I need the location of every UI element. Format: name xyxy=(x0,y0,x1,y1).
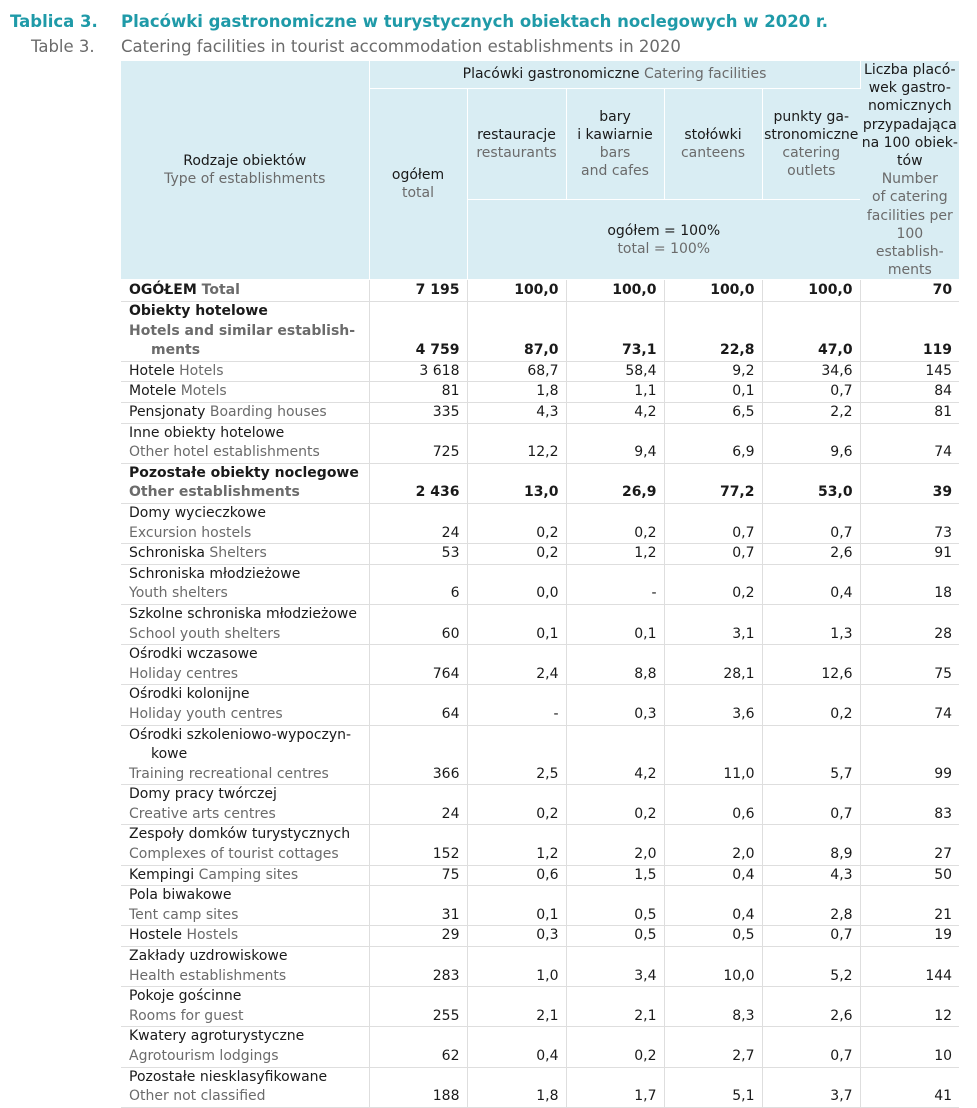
table-cell: 0,7 xyxy=(762,926,860,947)
table-cell: 1,3 xyxy=(762,604,860,644)
table-cell: 12,2 xyxy=(467,423,566,463)
table-cell: 73,1 xyxy=(566,302,664,362)
table-cell: 0,0 xyxy=(467,564,566,604)
table-row xyxy=(121,1027,959,1067)
table-row xyxy=(121,785,959,825)
table-row xyxy=(121,544,959,565)
table-cell: 2,0 xyxy=(664,825,762,865)
table-cell: 3,4 xyxy=(566,947,664,987)
table-cell: 5,2 xyxy=(762,947,860,987)
row-label: Schroniska Shelters xyxy=(121,544,369,565)
table-cell: 87,0 xyxy=(467,302,566,362)
table-cell: 2,2 xyxy=(762,403,860,424)
row-label: Domy pracy twórczej Creative arts centres xyxy=(121,785,369,825)
table-row xyxy=(121,1067,959,1107)
table-cell: 2,6 xyxy=(762,544,860,565)
table-cell: 47,0 xyxy=(762,302,860,362)
table-cell: 18 xyxy=(860,564,959,604)
row-label: Kempingi Camping sites xyxy=(121,865,369,886)
table-cell: 2,8 xyxy=(762,886,860,926)
row-label: Szkolne schroniska młodzieżowe School youth shelters xyxy=(121,604,369,644)
table-cell: 31 xyxy=(369,886,467,926)
table-cell: 26,9 xyxy=(566,463,664,503)
table-cell: 29 xyxy=(369,926,467,947)
table-cell: 21 xyxy=(860,886,959,926)
table-cell: 27 xyxy=(860,825,959,865)
row-label: Ośrodki wczasowe Holiday centres xyxy=(121,645,369,685)
table-cell: 764 xyxy=(369,645,467,685)
table-cell: 28 xyxy=(860,604,959,644)
table-cell: 6 xyxy=(369,564,467,604)
table-cell: 6,5 xyxy=(664,403,762,424)
table-cell: 1,7 xyxy=(566,1067,664,1107)
table-cell: 1,0 xyxy=(467,947,566,987)
table-title-en: Catering facilities in tourist accommodation establishments in 2020 xyxy=(121,37,681,56)
row-label: Zakłady uzdrowiskowe Health establishments xyxy=(121,947,369,987)
table-cell: 70 xyxy=(860,280,959,302)
table-row xyxy=(121,645,959,685)
table-row xyxy=(121,423,959,463)
table-cell: 4,3 xyxy=(467,403,566,424)
header-total: ogółem total xyxy=(369,88,467,280)
table-body xyxy=(121,280,959,1107)
table-cell: 5,1 xyxy=(664,1067,762,1107)
table-cell: 2 436 xyxy=(369,463,467,503)
table-cell: 0,7 xyxy=(762,382,860,403)
header-catering-facilities: Placówki gastronomiczne Catering facilities xyxy=(369,61,860,88)
table-cell: 100,0 xyxy=(566,280,664,302)
table-cell: 9,4 xyxy=(566,423,664,463)
table-cell: 4,2 xyxy=(566,403,664,424)
header-restaurants: restauracje restaurants xyxy=(467,88,566,200)
table-cell: 0,7 xyxy=(762,1027,860,1067)
table-cell: 83 xyxy=(860,785,959,825)
table-cell: 100,0 xyxy=(467,280,566,302)
table-cell: 0,1 xyxy=(467,886,566,926)
row-label: Ośrodki szkoleniowo-wypoczyn- kowe Training recreational centres xyxy=(121,725,369,785)
table-cell: 255 xyxy=(369,987,467,1027)
table-cell: 41 xyxy=(860,1067,959,1107)
table-cell: 1,1 xyxy=(566,382,664,403)
header-establishment-type: Rodzaje obiektów Type of establishments xyxy=(121,61,369,280)
table-cell: 81 xyxy=(860,403,959,424)
table-row xyxy=(121,361,959,382)
table-cell: 84 xyxy=(860,382,959,403)
row-label: Schroniska młodzieżowe Youth shelters xyxy=(121,564,369,604)
table-cell: 13,0 xyxy=(467,463,566,503)
table-cell: 1,8 xyxy=(467,382,566,403)
table-cell: 0,2 xyxy=(762,685,860,725)
table-cell: 152 xyxy=(369,825,467,865)
table-row xyxy=(121,886,959,926)
table-cell: 3,1 xyxy=(664,604,762,644)
table-cell: 62 xyxy=(369,1027,467,1067)
table-row xyxy=(121,503,959,543)
header-canteens: stołówki canteens xyxy=(664,88,762,200)
table-cell: 68,7 xyxy=(467,361,566,382)
table-cell: 0,2 xyxy=(467,544,566,565)
table-number-en: Table 3. xyxy=(31,37,95,56)
table-cell: 0,4 xyxy=(664,886,762,926)
row-label: Pozostałe niesklasyfikowane Other not classified xyxy=(121,1067,369,1107)
table-cell: 0,2 xyxy=(664,564,762,604)
table-cell: 1,8 xyxy=(467,1067,566,1107)
table-cell: 81 xyxy=(369,382,467,403)
table-cell: 74 xyxy=(860,423,959,463)
row-label: Pola biwakowe Tent camp sites xyxy=(121,886,369,926)
table-cell: 5,7 xyxy=(762,725,860,785)
table-cell: 73 xyxy=(860,503,959,543)
table-cell: 0,1 xyxy=(566,604,664,644)
table-cell: 1,5 xyxy=(566,865,664,886)
table-cell: 366 xyxy=(369,725,467,785)
row-label: Pokoje gościnne Rooms for guest xyxy=(121,987,369,1027)
table-cell: 10,0 xyxy=(664,947,762,987)
table-cell: 91 xyxy=(860,544,959,565)
row-label: Hotele Hotels xyxy=(121,361,369,382)
table-cell: 53,0 xyxy=(762,463,860,503)
table-cell: 8,3 xyxy=(664,987,762,1027)
row-label: Inne obiekty hotelowe Other hotel establishments xyxy=(121,423,369,463)
table-row xyxy=(121,685,959,725)
table-cell: 19 xyxy=(860,926,959,947)
table-cell: 119 xyxy=(860,302,959,362)
header-per-100: Liczba placó- wek gastro- nomicznych przypadająca na 100 obiek- tów Number of catering facilities per 100 establish- ments xyxy=(861,62,958,279)
row-label: Pozostałe obiekty noclegowe Other establishments xyxy=(121,463,369,503)
table-cell: 60 xyxy=(369,604,467,644)
table-cell: 34,6 xyxy=(762,361,860,382)
table-cell: 1,2 xyxy=(467,825,566,865)
table-cell: 100,0 xyxy=(762,280,860,302)
table-cell: 53 xyxy=(369,544,467,565)
table-row xyxy=(121,564,959,604)
table-row xyxy=(121,987,959,1027)
table-cell: 4,3 xyxy=(762,865,860,886)
table-cell: 0,7 xyxy=(762,503,860,543)
header-percent-total: ogółem = 100% total = 100% xyxy=(467,200,860,280)
table-cell: 0,2 xyxy=(566,503,664,543)
table-cell: 2,6 xyxy=(762,987,860,1027)
table-cell: 0,6 xyxy=(467,865,566,886)
table-cell: 0,7 xyxy=(664,503,762,543)
table-cell: 2,5 xyxy=(467,725,566,785)
row-label: Obiekty hotelowe Hotels and similar establish- ments xyxy=(121,302,369,362)
table-cell: 283 xyxy=(369,947,467,987)
row-label: Motele Motels xyxy=(121,382,369,403)
table-row xyxy=(121,463,959,503)
table-row xyxy=(121,382,959,403)
table-caption xyxy=(0,0,977,62)
table-cell: 0,5 xyxy=(566,886,664,926)
table-row xyxy=(121,926,959,947)
table-cell: 335 xyxy=(369,403,467,424)
table-number-pl: Tablica 3. xyxy=(10,12,98,31)
table-row xyxy=(121,280,959,302)
table-cell: 0,2 xyxy=(467,785,566,825)
row-label: Ośrodki kolonijne Holiday youth centres xyxy=(121,685,369,725)
table-cell: 0,3 xyxy=(467,926,566,947)
table-cell: 28,1 xyxy=(664,645,762,685)
table-cell: 9,2 xyxy=(664,361,762,382)
table-cell: - xyxy=(467,685,566,725)
table-cell: 75 xyxy=(369,865,467,886)
table-cell: 1,2 xyxy=(566,544,664,565)
table-cell: 10 xyxy=(860,1027,959,1067)
table-cell: 725 xyxy=(369,423,467,463)
table-cell: 39 xyxy=(860,463,959,503)
table-cell: 75 xyxy=(860,645,959,685)
table-row xyxy=(121,604,959,644)
row-label: Kwatery agroturystyczne Agrotourism lodgings xyxy=(121,1027,369,1067)
table-cell: 0,7 xyxy=(664,544,762,565)
table-title-pl: Placówki gastronomiczne w turystycznych obiektach noclegowych w 2020 r. xyxy=(121,12,828,31)
table-cell: 2,1 xyxy=(566,987,664,1027)
table-cell: 24 xyxy=(369,503,467,543)
table-row xyxy=(121,403,959,424)
table-cell: 144 xyxy=(860,947,959,987)
table-cell: 3,7 xyxy=(762,1067,860,1107)
table-cell: 0,6 xyxy=(664,785,762,825)
table-cell: 0,1 xyxy=(467,604,566,644)
table-cell: 22,8 xyxy=(664,302,762,362)
table-cell: 0,1 xyxy=(664,382,762,403)
table-cell: 0,4 xyxy=(664,865,762,886)
table-cell: 64 xyxy=(369,685,467,725)
table-cell: 8,9 xyxy=(762,825,860,865)
table-cell: 3,6 xyxy=(664,685,762,725)
table-cell: 58,4 xyxy=(566,361,664,382)
table-cell: 12 xyxy=(860,987,959,1027)
table-cell: - xyxy=(566,564,664,604)
header-bars: bary i kawiarnie bars and cafes xyxy=(566,88,664,200)
table-cell: 9,6 xyxy=(762,423,860,463)
table-header xyxy=(121,61,959,280)
table-cell: 77,2 xyxy=(664,463,762,503)
table-cell: 8,8 xyxy=(566,645,664,685)
table-cell: 50 xyxy=(860,865,959,886)
table-cell: 6,9 xyxy=(664,423,762,463)
table-cell: 145 xyxy=(860,361,959,382)
table-cell: 11,0 xyxy=(664,725,762,785)
table-cell: 0,7 xyxy=(762,785,860,825)
data-table xyxy=(121,61,959,1108)
table-row xyxy=(121,825,959,865)
table-cell: 2,4 xyxy=(467,645,566,685)
table-cell: 0,5 xyxy=(566,926,664,947)
header-catering-outlets: punkty ga- stronomiczne catering outlets xyxy=(762,88,860,200)
table-cell: 12,6 xyxy=(762,645,860,685)
table-cell: 3 618 xyxy=(369,361,467,382)
table-cell: 2,0 xyxy=(566,825,664,865)
table-cell: 0,2 xyxy=(566,785,664,825)
table-row xyxy=(121,947,959,987)
row-label: OGÓŁEM Total xyxy=(121,280,369,302)
row-label: Domy wycieczkowe Excursion hostels xyxy=(121,503,369,543)
row-label: Hostele Hostels xyxy=(121,926,369,947)
table-cell: 2,1 xyxy=(467,987,566,1027)
table-cell: 100,0 xyxy=(664,280,762,302)
table-cell: 4,2 xyxy=(566,725,664,785)
table-cell: 0,4 xyxy=(467,1027,566,1067)
table-cell: 0,2 xyxy=(467,503,566,543)
table-cell: 0,3 xyxy=(566,685,664,725)
table-cell: 0,5 xyxy=(664,926,762,947)
table-cell: 188 xyxy=(369,1067,467,1107)
table-cell: 7 195 xyxy=(369,280,467,302)
table-cell: 4 759 xyxy=(369,302,467,362)
table-cell: 0,2 xyxy=(566,1027,664,1067)
table-cell: 24 xyxy=(369,785,467,825)
table-row xyxy=(121,725,959,785)
table-row xyxy=(121,865,959,886)
table-cell: 0,4 xyxy=(762,564,860,604)
row-label: Zespoły domków turystycznych Complexes of tourist cottages xyxy=(121,825,369,865)
table-cell: 99 xyxy=(860,725,959,785)
table-row xyxy=(121,302,959,362)
table-cell: 74 xyxy=(860,685,959,725)
row-label: Pensjonaty Boarding houses xyxy=(121,403,369,424)
table-cell: 2,7 xyxy=(664,1027,762,1067)
